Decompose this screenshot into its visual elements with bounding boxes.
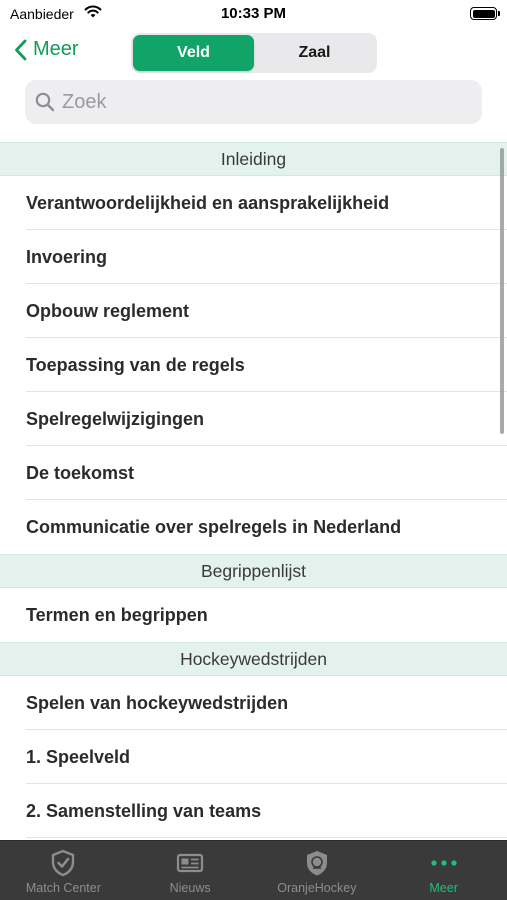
list-item[interactable] [0,176,507,230]
section-header-begrippenlijst: Begrippenlijst [0,554,507,588]
list-item[interactable] [0,338,507,392]
tab-label: Meer [429,881,458,895]
tab-meer[interactable] [380,841,507,900]
list-item-label: Spelen van hockeywedstrijden [26,692,289,713]
back-button[interactable] [14,38,79,61]
list-item-label: Verantwoordelijkheid en aansprakelijkheid [26,192,390,213]
veld-zaal-segmented-control [131,33,377,73]
list-item-label: Opbouw reglement [26,300,190,321]
list-item[interactable] [0,392,507,446]
section-header-inleiding: Inleiding [0,142,507,176]
rules-list [0,142,507,840]
oranjehockey-crest-icon [303,849,331,877]
section-header-hockeywedstrijden: Hockeywedstrijden [0,642,507,676]
navigation-bar [0,28,507,78]
battery-icon [470,7,497,20]
tab-label: OranjeHockey [277,881,357,895]
status-bar [0,0,507,28]
tab-label: Nieuws [169,881,211,895]
list-item[interactable] [0,676,507,730]
more-dots-icon [429,849,459,877]
list-item[interactable] [0,784,507,838]
search-icon [35,92,55,112]
tab-oranjehockey[interactable] [254,841,381,900]
tab-match-center[interactable] [0,841,127,900]
scroll-indicator[interactable] [500,148,504,434]
chevron-left-icon [14,39,27,61]
list-item[interactable] [0,730,507,784]
tab-label: Match Center [25,881,101,895]
list-item-label: De toekomst [26,462,135,483]
list-item-label: Toepassing van de regels [26,354,245,375]
list-item-label: Spelregelwijzigingen [26,408,205,429]
back-button-label: Meer [33,38,79,60]
tab-bar [0,840,507,900]
list-item-label: Communicatie over spelregels in Nederland [26,516,402,537]
carrier-name: Aanbieder [10,6,74,22]
list-item[interactable] [0,284,507,338]
list-item-label: 1. Speelveld [26,746,131,767]
list-item-label: 2. Samenstelling van teams [26,800,262,821]
list-item-label: Termen en begrippen [26,604,208,625]
segment-zaal[interactable]: Zaal [298,44,331,61]
search-input[interactable] [62,91,462,114]
list-item[interactable] [0,230,507,284]
list-item[interactable] [0,446,507,500]
list-item[interactable] [0,500,507,554]
search-bar [25,80,482,124]
segment-veld[interactable]: Veld [133,35,254,71]
shield-check-icon [50,849,76,877]
tab-nieuws[interactable] [127,841,254,900]
newspaper-icon [175,849,205,877]
list-item[interactable] [0,588,507,642]
status-time: 10:33 PM [220,5,287,22]
list-item-label: Invoering [26,246,108,267]
